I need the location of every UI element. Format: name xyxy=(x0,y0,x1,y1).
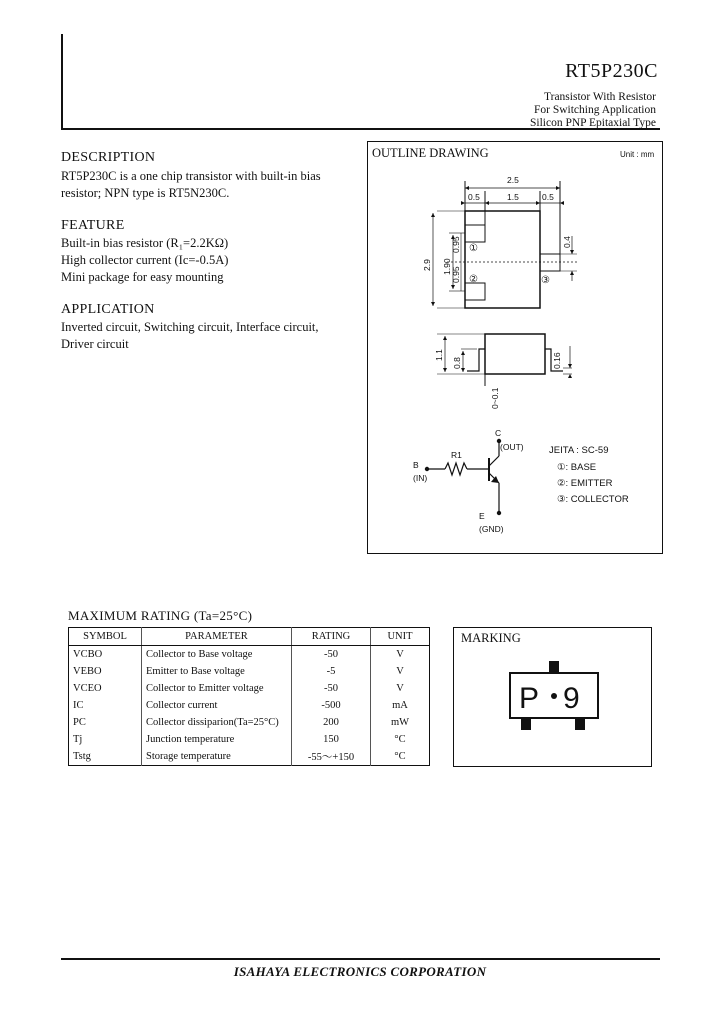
dim-side-h1: 1.1 xyxy=(434,349,444,361)
pin-3-mark: ③ xyxy=(541,275,550,286)
application-line-2: Driver circuit xyxy=(61,337,129,351)
feature-item-1: Built-in bias resistor (R₁=2.2KΩ) xyxy=(61,236,229,250)
table-row xyxy=(69,680,430,697)
dim-right-gap: 0.5 xyxy=(542,192,554,202)
cell-unit: °C xyxy=(371,731,430,748)
dim-pin-b: 0.95 xyxy=(451,266,461,283)
dim-standoff: 0~0.1 xyxy=(490,387,500,409)
footer-rule xyxy=(61,958,660,960)
cell-rating: -5 xyxy=(292,663,371,680)
cell-symbol: VEBO xyxy=(69,663,142,680)
table-row xyxy=(69,748,430,766)
dim-pitch: 1.90 xyxy=(442,258,452,275)
description-line-2: resistor; NPN type is RT5N230C. xyxy=(61,186,230,200)
header-parameter: PARAMETER xyxy=(142,628,292,646)
cell-unit: V xyxy=(371,663,430,680)
cell-unit: mW xyxy=(371,714,430,731)
dim-side-h2: 0.8 xyxy=(452,357,462,369)
marking-code-right: 9 xyxy=(563,682,580,715)
feature-item-3: Mini package for easy mounting xyxy=(61,270,224,284)
description-line-1: RT5P230C is a one chip transistor with built-in bias xyxy=(61,169,321,183)
cell-unit: mA xyxy=(371,697,430,714)
company-name: ISAHAYA ELECTRONICS CORPORATION xyxy=(233,964,487,979)
pin-2-outline xyxy=(465,283,485,300)
schematic-b-label: B xyxy=(413,460,419,470)
subtitle-1: Transistor With Resistor xyxy=(544,91,656,103)
application-title: APPLICATION xyxy=(61,302,155,317)
cell-symbol: Tj xyxy=(69,731,142,748)
cell-symbol: IC xyxy=(69,697,142,714)
header-symbol: SYMBOL xyxy=(69,628,142,646)
dim-body-width: 1.5 xyxy=(507,192,519,202)
header-rule-vertical xyxy=(61,34,63,130)
outline-unit: Unit : mm xyxy=(620,150,655,159)
application-line-1: Inverted circuit, Switching circuit, Interface circuit, xyxy=(61,320,319,334)
cell-symbol: Tstg xyxy=(69,748,142,766)
description-title: DESCRIPTION xyxy=(61,150,156,165)
cell-parameter: Storage temperature xyxy=(146,751,231,762)
cell-rating: 200 xyxy=(292,714,371,731)
marking-code-left: P xyxy=(519,682,540,715)
schematic-c-label: C xyxy=(495,428,502,438)
dim-left-gap: 0.5 xyxy=(468,192,480,202)
feature-title: FEATURE xyxy=(61,218,125,233)
subtitle-2: For Switching Application xyxy=(533,104,656,116)
cell-parameter: Collector to Emitter voltage xyxy=(146,683,264,694)
cell-rating: 150 xyxy=(292,731,371,748)
cell-rating: -55～+150 xyxy=(292,748,371,766)
cell-unit: V xyxy=(371,680,430,697)
marking-package xyxy=(505,660,605,740)
table-row xyxy=(69,731,430,748)
pin-1-mark: ① xyxy=(469,243,478,254)
outline-title: OUTLINE DRAWING xyxy=(372,146,489,160)
dim-height: 2.9 xyxy=(422,259,432,271)
table-row xyxy=(69,646,430,664)
schematic-r1-label: R1 xyxy=(451,450,462,460)
schematic-gnd-label: (GND) xyxy=(479,524,504,534)
cell-symbol: VCBO xyxy=(69,646,142,664)
pin-label-base: ①: BASE xyxy=(557,462,597,473)
header-rating: RATING xyxy=(292,628,371,646)
cell-unit: °C xyxy=(371,748,430,766)
schematic-e-label: E xyxy=(479,511,485,521)
cell-rating: -50 xyxy=(292,646,371,664)
cell-parameter: Junction temperature xyxy=(146,734,235,745)
pin-3-outline xyxy=(540,254,560,271)
marking-title: MARKING xyxy=(461,631,521,645)
cell-parameter: Collector dissiparion(Ta=25°C) xyxy=(146,717,279,728)
pin-label-emitter: ②: EMITTER xyxy=(557,478,613,489)
schematic-in-label: (IN) xyxy=(413,473,428,483)
part-number: RT5P230C xyxy=(565,60,658,82)
dim-side-lead: 0.16 xyxy=(552,352,562,369)
pin-1-outline xyxy=(465,225,485,242)
dim-top-width: 2.5 xyxy=(507,175,519,185)
table-row xyxy=(69,663,430,680)
table-row xyxy=(69,714,430,731)
package-body-top-view xyxy=(465,211,540,308)
cell-parameter: Collector to Base voltage xyxy=(146,649,253,660)
cell-rating: -50 xyxy=(292,680,371,697)
cell-parameter: Emitter to Base voltage xyxy=(146,666,245,677)
pin-label-collector: ③: COLLECTOR xyxy=(557,494,629,505)
dim-pin-a: 0.95 xyxy=(451,236,461,253)
cell-parameter: Collector current xyxy=(146,700,218,711)
cell-symbol: VCEO xyxy=(69,680,142,697)
rating-table xyxy=(68,627,430,766)
cell-rating: -500 xyxy=(292,697,371,714)
package-body-side-view xyxy=(485,334,545,374)
outline-drawing xyxy=(367,141,663,554)
table-row xyxy=(69,697,430,714)
dim-lead-width: 0.4 xyxy=(562,236,572,248)
rating-header-row xyxy=(69,628,430,646)
rating-title: MAXIMUM RATING (Ta=25°C) xyxy=(68,608,253,623)
cell-unit: V xyxy=(371,646,430,664)
subtitle-3: Silicon PNP Epitaxial Type xyxy=(529,117,656,129)
header-unit: UNIT xyxy=(371,628,430,646)
jeita-label: JEITA : SC-59 xyxy=(549,445,609,456)
feature-item-2: High collector current (Ic=-0.5A) xyxy=(61,253,229,267)
pin-2-mark: ② xyxy=(469,274,478,285)
cell-symbol: PC xyxy=(69,714,142,731)
schematic-out-label: (OUT) xyxy=(500,442,524,452)
